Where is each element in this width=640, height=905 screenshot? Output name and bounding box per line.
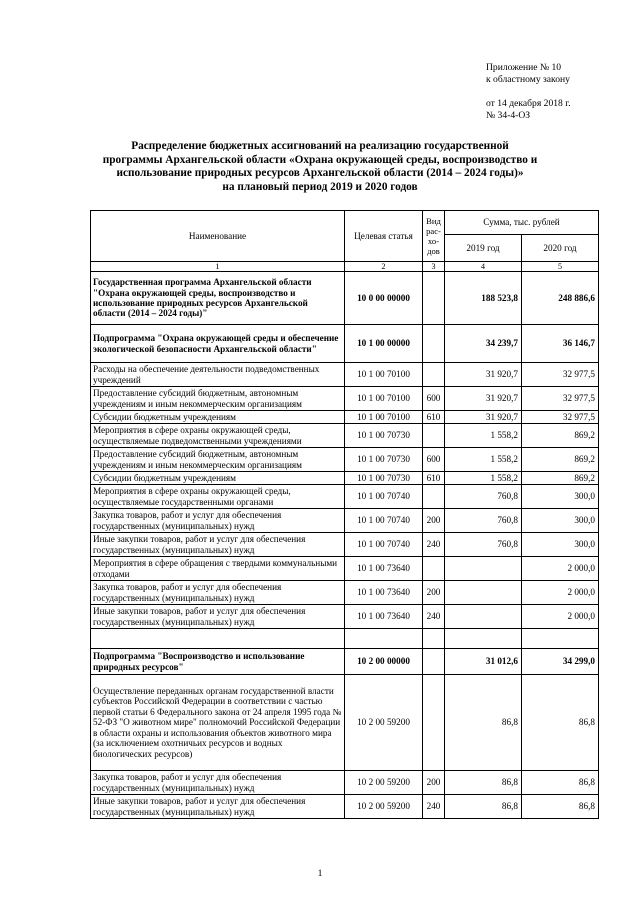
row-vid — [423, 557, 445, 581]
row-code: 10 1 00 70100 — [345, 363, 423, 387]
row-2019: 760,8 — [445, 533, 522, 557]
row-name: Предоставление субсидий бюджетным, автономным учреждениям и иным некоммерческим организациям — [91, 448, 345, 472]
row-2020: 2 000,0 — [522, 557, 599, 581]
row-2020: 869,2 — [522, 448, 599, 472]
table-row — [91, 533, 599, 557]
table-row — [91, 605, 599, 629]
table-row — [91, 509, 599, 533]
row-vid: 240 — [423, 533, 445, 557]
row-name: Подпрограмма "Воспроизводство и использование природных ресурсов" — [91, 649, 345, 675]
row-name — [91, 629, 345, 649]
row-code: 10 2 00 00000 — [345, 649, 423, 675]
row-2020: 300,0 — [522, 485, 599, 509]
attachment-line-4: № 34-4-ОЗ — [486, 110, 531, 121]
row-name: Закупка товаров, работ и услуг для обеспечения государственных (муниципальных) нужд — [91, 771, 345, 795]
row-name: Субсидии бюджетным учреждениям — [91, 411, 345, 424]
table-row — [91, 363, 599, 387]
row-code: 10 0 00 00000 — [345, 272, 423, 325]
row-name: Иные закупки товаров, работ и услуг для обеспечения государственных (муниципальных) нужд — [91, 605, 345, 629]
row-vid: 200 — [423, 509, 445, 533]
row-2019: 86,8 — [445, 771, 522, 795]
row-name: Осуществление переданных органам государственной власти субъектов Российской Федерации в соответствии с частью первой статьи 6 Федерального закона от 24 апреля 1995 года № 52-ФЗ "О животном мире" полномочий Российской Федерации в области охраны и использования объектов животного мира (за исключением охотничьих ресурсов и водных биологических ресурсов) — [91, 675, 345, 771]
table-row — [91, 411, 599, 424]
row-code: 10 1 00 00000 — [345, 325, 423, 363]
row-2020: 869,2 — [522, 424, 599, 448]
header-2020: 2020 год — [522, 235, 599, 262]
attachment-note — [486, 62, 571, 122]
row-2019 — [445, 557, 522, 581]
header-sum: Сумма, тыс. рублей — [445, 211, 599, 235]
row-code: 10 1 00 70740 — [345, 509, 423, 533]
row-vid: 240 — [423, 795, 445, 819]
row-vid — [423, 485, 445, 509]
row-code: 10 1 00 70100 — [345, 387, 423, 411]
col-number: 1 — [91, 262, 345, 272]
row-name: Закупка товаров, работ и услуг для обеспечения государственных (муниципальных) нужд — [91, 581, 345, 605]
row-2019 — [445, 581, 522, 605]
table-row — [91, 387, 599, 411]
row-name: Субсидии бюджетным учреждениям — [91, 472, 345, 485]
row-2020: 32 977,5 — [522, 411, 599, 424]
row-2020: 869,2 — [522, 472, 599, 485]
table-row — [91, 649, 599, 675]
attachment-line-1: Приложение № 10 — [486, 62, 562, 73]
row-code: 10 1 00 70730 — [345, 424, 423, 448]
title-line-3: использование природных ресурсов Архангельской области (2014 – 2024 годы)» — [116, 167, 524, 180]
row-vid: 600 — [423, 448, 445, 472]
row-2020: 248 886,6 — [522, 272, 599, 325]
attachment-line-3: от 14 декабря 2018 г. — [486, 98, 571, 109]
row-vid: 200 — [423, 581, 445, 605]
row-vid: 200 — [423, 771, 445, 795]
table-row — [91, 629, 599, 649]
table-row — [91, 771, 599, 795]
row-code: 10 1 00 70730 — [345, 448, 423, 472]
row-vid: 240 — [423, 605, 445, 629]
row-2020: 86,8 — [522, 795, 599, 819]
row-2019: 1 558,2 — [445, 448, 522, 472]
budget-table — [90, 210, 599, 819]
row-vid — [423, 649, 445, 675]
row-code: 10 1 00 70730 — [345, 472, 423, 485]
table-row — [91, 325, 599, 363]
row-name: Иные закупки товаров, работ и услуг для обеспечения государственных (муниципальных) нужд — [91, 795, 345, 819]
row-name: Предоставление субсидий бюджетным, автономным учреждениям и иным некоммерческим организациям — [91, 387, 345, 411]
col-number: 2 — [345, 262, 423, 272]
row-2019: 760,8 — [445, 485, 522, 509]
table-row — [91, 675, 599, 771]
table-row — [91, 795, 599, 819]
row-2019: 34 239,7 — [445, 325, 522, 363]
row-code: 10 2 00 59200 — [345, 795, 423, 819]
row-vid — [423, 629, 445, 649]
row-vid: 610 — [423, 472, 445, 485]
row-code: 10 1 00 73640 — [345, 557, 423, 581]
header-vid: Вид рас-хо-дов — [423, 211, 445, 262]
table-row — [91, 557, 599, 581]
row-vid — [423, 363, 445, 387]
row-2019: 86,8 — [445, 675, 522, 771]
row-code: 10 2 00 59200 — [345, 771, 423, 795]
row-2020: 86,8 — [522, 675, 599, 771]
row-2019 — [445, 605, 522, 629]
row-2019: 1 558,2 — [445, 472, 522, 485]
title-line-1: Распределение бюджетных ассигнований на реализацию государственной — [131, 140, 509, 152]
row-2019: 1 558,2 — [445, 424, 522, 448]
row-vid — [423, 325, 445, 363]
row-name: Мероприятия в сфере обращения с твердыми коммунальными отходами — [91, 557, 345, 581]
col-number: 4 — [445, 262, 522, 272]
row-2020: 32 977,5 — [522, 363, 599, 387]
col-number: 5 — [522, 262, 599, 272]
col-number: 3 — [423, 262, 445, 272]
row-name: Расходы на обеспечение деятельности подведомственных учреждений — [91, 363, 345, 387]
title-line-2: программы Архангельской области «Охрана окружающей среды, воспроизводство и — [102, 153, 538, 166]
row-code: 10 1 00 70740 — [345, 485, 423, 509]
row-vid — [423, 424, 445, 448]
row-vid: 610 — [423, 411, 445, 424]
row-2019: 760,8 — [445, 509, 522, 533]
row-2019: 31 920,7 — [445, 363, 522, 387]
row-code: 10 1 00 70740 — [345, 533, 423, 557]
row-2019: 188 523,8 — [445, 272, 522, 325]
row-2020: 2 000,0 — [522, 605, 599, 629]
row-2019: 31 920,7 — [445, 411, 522, 424]
row-2019: 86,8 — [445, 795, 522, 819]
table-row — [91, 448, 599, 472]
row-code — [345, 629, 423, 649]
page-number: 1 — [317, 868, 323, 879]
row-name: Иные закупки товаров, работ и услуг для обеспечения государственных (муниципальных) нужд — [91, 533, 345, 557]
table-row — [91, 424, 599, 448]
row-name: Мероприятия в сфере охраны окружающей среды, осуществляемые государственными органами — [91, 485, 345, 509]
row-2020 — [522, 629, 599, 649]
header-code: Целевая статья — [345, 211, 423, 262]
row-name: Закупка товаров, работ и услуг для обеспечения государственных (муниципальных) нужд — [91, 509, 345, 533]
row-name: Государственная программа Архангельской области "Охрана окружающей среды, воспроизводство и использование природных ресурсов Архангельской области (2014 – 2024 годы)" — [91, 272, 345, 325]
row-2020: 34 299,0 — [522, 649, 599, 675]
table-row — [91, 485, 599, 509]
row-2020: 86,8 — [522, 771, 599, 795]
attachment-line-2: к областному закону — [486, 74, 570, 85]
row-vid — [423, 272, 445, 325]
row-code: 10 1 00 70100 — [345, 411, 423, 424]
header-2019: 2019 год — [445, 235, 522, 262]
row-2020: 300,0 — [522, 533, 599, 557]
row-2020: 36 146,7 — [522, 325, 599, 363]
row-name: Мероприятия в сфере охраны окружающей среды, осуществляемые подведомственными учреждениями — [91, 424, 345, 448]
row-2020: 32 977,5 — [522, 387, 599, 411]
row-2020: 2 000,0 — [522, 581, 599, 605]
title-line-4: на плановый период 2019 и 2020 годов — [222, 180, 418, 193]
row-2019: 31 920,7 — [445, 387, 522, 411]
row-vid — [423, 675, 445, 771]
table-row — [91, 472, 599, 485]
table-row — [91, 272, 599, 325]
row-code: 10 1 00 73640 — [345, 605, 423, 629]
header-name: Наименование — [91, 211, 345, 262]
row-2019 — [445, 629, 522, 649]
document-title — [60, 140, 580, 194]
row-code: 10 2 00 59200 — [345, 675, 423, 771]
row-code: 10 1 00 73640 — [345, 581, 423, 605]
row-2020: 300,0 — [522, 509, 599, 533]
table-row — [91, 581, 599, 605]
row-2019: 31 012,6 — [445, 649, 522, 675]
row-vid: 600 — [423, 387, 445, 411]
row-name: Подпрограмма "Охрана окружающей среды и обеспечение экологической безопасности Архангельской области" — [91, 325, 345, 363]
